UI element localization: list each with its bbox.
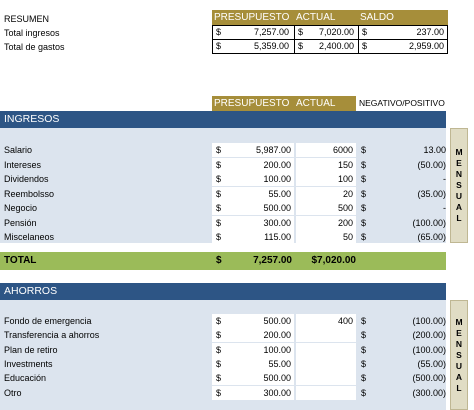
presupuesto-input[interactable] [212, 187, 294, 201]
presupuesto-value: 100.00 [263, 174, 291, 184]
currency-symbol: $ [216, 41, 222, 51]
presupuesto-input[interactable] [212, 357, 294, 371]
presupuesto-value: 200.00 [263, 330, 291, 341]
presupuesto-input[interactable] [212, 386, 294, 400]
difference-value: (300.00) [412, 387, 446, 398]
actual-input[interactable] [296, 201, 356, 215]
resumen-actual-value[interactable]: 7,020.00 [318, 27, 354, 37]
presupuesto-input[interactable] [212, 143, 294, 157]
presupuesto-value: 55.00 [268, 358, 291, 369]
side-tab-mensual: M E N S U A L [450, 300, 468, 410]
currency-symbol: $ [216, 232, 222, 242]
presupuesto-input[interactable] [212, 328, 294, 342]
actual-value: 6000 [332, 145, 353, 155]
currency-symbol: $ [216, 373, 222, 384]
resumen-presupuesto-value[interactable]: 5,359.00 [253, 41, 289, 51]
total-actual: $7,020.00 [311, 255, 356, 266]
row-label: Negocio [4, 203, 38, 213]
presupuesto-value: 100.00 [263, 344, 291, 355]
total-bar [0, 252, 446, 270]
actual-value: 100 [337, 174, 353, 184]
actual-value: 20 [342, 188, 353, 199]
difference-value: (100.00) [412, 344, 446, 355]
actual-input[interactable] [296, 143, 356, 157]
actual-input[interactable] [296, 158, 356, 172]
section-header-ingresos: INGRESOS [0, 111, 446, 128]
currency-symbol: $ [216, 330, 222, 341]
side-tab-mensual: M E N S U A L [450, 128, 468, 243]
actual-input[interactable] [296, 172, 356, 186]
presupuesto-input[interactable] [212, 230, 294, 244]
presupuesto-value: 300.00 [263, 217, 291, 228]
currency-symbol: $ [216, 27, 222, 37]
presupuesto-input[interactable] [212, 314, 294, 328]
currency-symbol: $ [216, 203, 222, 213]
actual-input[interactable] [296, 230, 356, 244]
row-label: Fondo de emergencia [4, 316, 92, 326]
actual-input[interactable] [296, 386, 356, 400]
row-label: Pensión [4, 217, 37, 228]
currency-symbol: $ [298, 27, 304, 37]
difference-value: (200.00) [412, 330, 446, 341]
actual-value: 50 [342, 232, 353, 242]
actual-value: 400 [337, 316, 353, 326]
actual-input[interactable] [296, 343, 356, 357]
currency-symbol: $ [216, 344, 222, 355]
currency-symbol: $ [216, 255, 222, 266]
actual-input[interactable] [296, 371, 356, 385]
presupuesto-value: 500.00 [263, 373, 291, 384]
difference-value: - [443, 174, 446, 184]
currency-symbol: $ [216, 358, 222, 369]
row-label: Plan de retiro [4, 344, 58, 355]
resumen-actual-value[interactable]: 2,400.00 [318, 41, 354, 51]
presupuesto-input[interactable] [212, 158, 294, 172]
resumen-header-saldo: SALDO [358, 10, 448, 25]
currency-symbol: $ [298, 41, 304, 51]
difference-value: (500.00) [412, 373, 446, 384]
row-label: Dividendos [4, 174, 49, 184]
presupuesto-value: 55.00 [268, 188, 291, 199]
actual-value: 200 [337, 217, 353, 228]
row-label: Salario [4, 145, 33, 155]
resumen-row-label: Total de gastos [4, 42, 65, 52]
resumen-saldo-value[interactable]: 237.00 [416, 27, 444, 37]
presupuesto-input[interactable] [212, 371, 294, 385]
resumen-presupuesto-value[interactable]: 7,257.00 [253, 27, 289, 37]
currency-symbol: $ [216, 188, 222, 199]
difference-value: (55.00) [417, 358, 446, 369]
currency-symbol: $ [362, 27, 368, 37]
row-label: Reembolsso [4, 188, 55, 199]
resumen-header-presupuesto: PRESUPUESTO [212, 10, 294, 25]
presupuesto-value: 500.00 [263, 316, 291, 326]
section-header-ahorros: AHORROS [0, 283, 446, 300]
presupuesto-value: 115.00 [264, 232, 291, 242]
actual-input[interactable] [296, 216, 356, 230]
difference-value: (65.00) [417, 232, 446, 242]
difference-value: (35.00) [417, 188, 446, 199]
currency-symbol: $ [361, 188, 367, 199]
actual-input[interactable] [296, 328, 356, 342]
presupuesto-input[interactable] [212, 172, 294, 186]
presupuesto-value: 300.00 [263, 387, 291, 398]
actual-input[interactable] [296, 187, 356, 201]
resumen-header-actual: ACTUAL [294, 10, 358, 25]
currency-symbol: $ [362, 41, 368, 51]
presupuesto-input[interactable] [212, 201, 294, 215]
presupuesto-value: 200.00 [263, 159, 291, 170]
currency-symbol: $ [216, 145, 222, 155]
actual-input[interactable] [296, 314, 356, 328]
row-label: Educación [4, 373, 47, 384]
currency-symbol: $ [216, 387, 222, 398]
currency-symbol: $ [216, 316, 222, 326]
currency-symbol: $ [361, 203, 367, 213]
column-header-negativo-positivo: NEGATIVO/POSITIVO [356, 96, 450, 111]
presupuesto-value: 5,987.00 [255, 145, 291, 155]
total-presupuesto: 7,257.00 [253, 255, 292, 266]
currency-symbol: $ [361, 316, 367, 326]
row-label: Miscelaneos [4, 232, 55, 242]
row-label: Transferencia a ahorros [4, 330, 100, 341]
currency-symbol: $ [361, 232, 367, 242]
actual-value: 500 [337, 203, 353, 213]
difference-value: (50.00) [417, 159, 446, 170]
total-label: TOTAL [4, 255, 37, 266]
presupuesto-input[interactable] [212, 216, 294, 230]
resumen-saldo-value[interactable]: 2,959.00 [408, 41, 444, 51]
column-header-presupuesto: PRESUPUESTO [212, 96, 294, 111]
difference-value: - [443, 203, 446, 213]
currency-symbol: $ [361, 387, 367, 398]
currency-symbol: $ [216, 174, 222, 184]
presupuesto-value: 500.00 [263, 203, 291, 213]
row-label: Otro [4, 387, 22, 398]
currency-symbol: $ [361, 358, 367, 369]
resumen-row-label: Total ingresos [4, 28, 60, 38]
currency-symbol: $ [361, 373, 367, 384]
difference-value: (100.00) [412, 316, 446, 326]
currency-symbol: $ [216, 159, 222, 170]
presupuesto-input[interactable] [212, 343, 294, 357]
currency-symbol: $ [361, 159, 367, 170]
column-header-actual: ACTUAL [294, 96, 356, 111]
currency-symbol: $ [216, 217, 222, 228]
actual-value: 150 [337, 159, 353, 170]
row-label: Intereses [4, 159, 42, 170]
row-label: Investments [4, 358, 53, 369]
currency-symbol: $ [361, 330, 367, 341]
currency-symbol: $ [361, 344, 367, 355]
currency-symbol: $ [361, 217, 367, 228]
actual-input[interactable] [296, 357, 356, 371]
currency-symbol: $ [361, 174, 367, 184]
resumen-title: RESUMEN [4, 14, 50, 24]
currency-symbol: $ [361, 145, 367, 155]
difference-value: 13.00 [423, 145, 446, 155]
difference-value: (100.00) [412, 217, 446, 228]
